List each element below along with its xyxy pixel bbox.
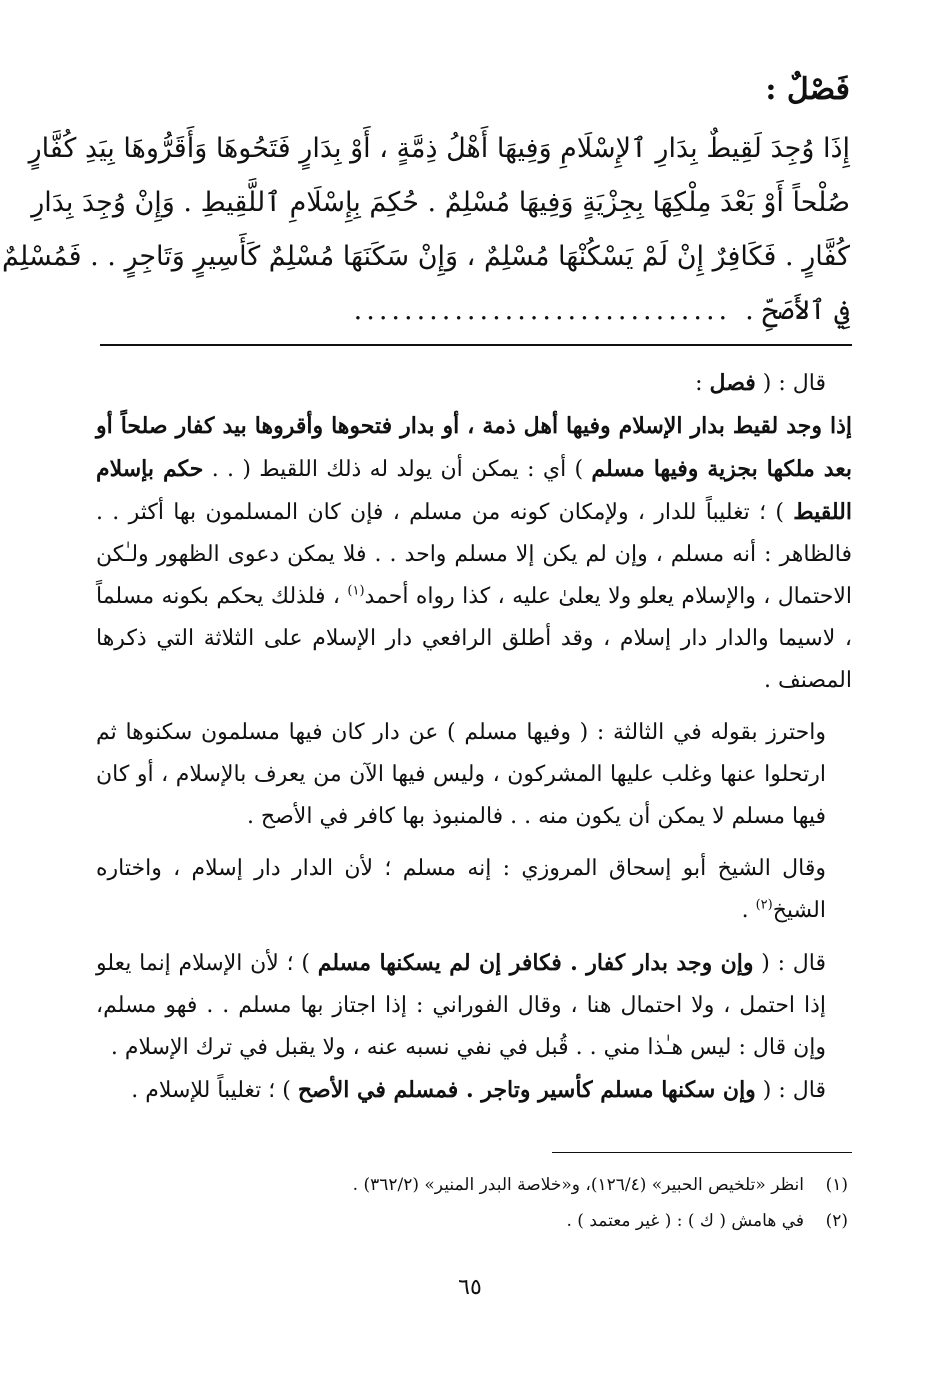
commentary-span: ) ؛ تغليباً للإسلام . [131, 1078, 298, 1103]
commentary-span: ) أي : يمكن أن يولد له ذلك اللقيط ( . . [203, 457, 592, 482]
matn-line: كُفَّارٍ . فَكَافِرٌ إِنْ لَمْ يَسْكُنْهَا مُسْلِمٌ ، وَإِنْ سَكَنَهَا مُسْلِمٌ كَأَسِيرٍ وَتَاجِرٍ . . فَمُسْلِمٌ [2, 241, 850, 272]
footnote-marker[interactable]: (١) [347, 583, 365, 599]
quote-open: قال : ( [755, 1078, 826, 1103]
commentary-paragraph [96, 405, 852, 702]
quoted-matn: وإن وجد بدار كفار . فكافر إن لم يسكنها مسلم [317, 950, 754, 976]
page-number: ٦٥ [458, 1275, 482, 1300]
quote-open: قال : ( [753, 951, 826, 976]
footnote-marker[interactable]: (٢) [755, 897, 773, 913]
commentary-span: ، فلذلك يحكم بكونه مسلماً ، لاسيما والدار دار إسلام ، وقد أطلق الرافعي دار الإسلام على الثلاثة التي ذكرها المصنف . [96, 584, 852, 693]
matn-line: إِذَا وُجِدَ لَقِيطٌ بِدَارِ ٱلإِسْلَامِ وَفِيهَا أَهْلُ ذِمَّةٍ ، أَوْ بِدَارٍ فَتَحُوهَا وَأَقَرُّوهَا بِيَدِ كُفَّارٍ [28, 133, 850, 164]
matn-line: فِي ٱلأَصَحِّ . [745, 295, 850, 326]
commentary-paragraph [96, 1069, 852, 1112]
footnote-number: (٢) [825, 1211, 848, 1231]
commentary-paragraph [96, 848, 852, 932]
section-heading: فَصْلٌ : [765, 72, 850, 107]
commentary-span: ) ؛ لأن الإسلام إنما يعلو إذا احتمل ، ولا احتمال هنا ، وقال الفوراني : إذا اجتاز بها مسلم . . فهو مسلم، وإن قال : ليس هـٰذا مني . . قُبل في نفي نسبه عنه ، ولا يقبل في ترك الإسلام . [96, 951, 826, 1060]
footnote-text: انظر «تلخيص الحبير» (١٢٦/٤)، و«خلاصة البدر المنير» (٣٦٢/٢) . [352, 1175, 804, 1195]
footnote-separator-rule [552, 1152, 852, 1153]
footnote-item [100, 1211, 848, 1247]
commentary-paragraph [96, 942, 852, 1069]
commentary-paragraph [96, 362, 852, 405]
commentary-paragraph: واحترز بقوله في الثالثة : ( وفيها مسلم ) عن دار كان فيها مسلمون سكنوها ثم ارتحلوا عنها وغلب عليها المشركون ، وليس فيها الآن من يعرف بالإسلام ، أو كان فيها مسلم لا يمكن أن يكون منه . . فالمنبوذ بها كافر في الأصح . [96, 720, 826, 829]
footnote-text: في هامش ( ك ) : ( غير معتمد ) . [566, 1211, 804, 1231]
dotted-leader: .............................. [353, 295, 732, 326]
matn-line-last [100, 284, 850, 338]
commentary-text [96, 362, 852, 1112]
footnote-number: (١) [825, 1175, 848, 1195]
quoted-matn: وإن سكنها مسلم كأسير وتاجر . فمسلم في الأصح [297, 1077, 756, 1103]
commentary-span: ) ؛ تغليباً للدار ، ولإمكان كونه من مسلم ، فإن كان المسلمون بها أكثر . . فالظاهر : أنه مسلم ، وإن لم يكن إلا مسلم واحد . . فلا يمكن دعوى الظهور ولـٰكن الاحتمال ، والإسلام يعلو ولا يعلىٰ عليه ، كذا رواه أحمد [96, 500, 853, 609]
quoted-matn: حكم بإسلام اللقيط [96, 456, 852, 525]
matn-line: صُلْحاً أَوْ بَعْدَ مِلْكِهَا بِجِزْيَةٍ وَفِيهَا مُسْلِمٌ . حُكِمَ بِإِسْلَامِ ٱللَّقِيطِ . وَإِنْ وُجِدَ بِدَارِ [31, 187, 850, 218]
footnote-item [100, 1175, 848, 1211]
quote-open: قال : ( [755, 371, 826, 396]
footnotes [100, 1175, 848, 1247]
quoted-matn: فصل [709, 370, 756, 396]
matn-separator-rule [100, 344, 852, 346]
matn-text [2, 122, 850, 338]
commentary-span: . [741, 898, 756, 923]
quote-tail: : [695, 371, 710, 396]
quoted-matn: إذا وجد لقيط بدار الإسلام وفيها أهل ذمة ، أو بدار فتحوها وأقروها بيد كفار صلحاً أو بعد ملكها بجزية وفيها مسلم [96, 413, 853, 482]
commentary-span: وقال الشيخ أبو إسحاق المروزي : إنه مسلم ؛ لأن الدار دار إسلام ، واختاره الشيخ [96, 856, 826, 923]
